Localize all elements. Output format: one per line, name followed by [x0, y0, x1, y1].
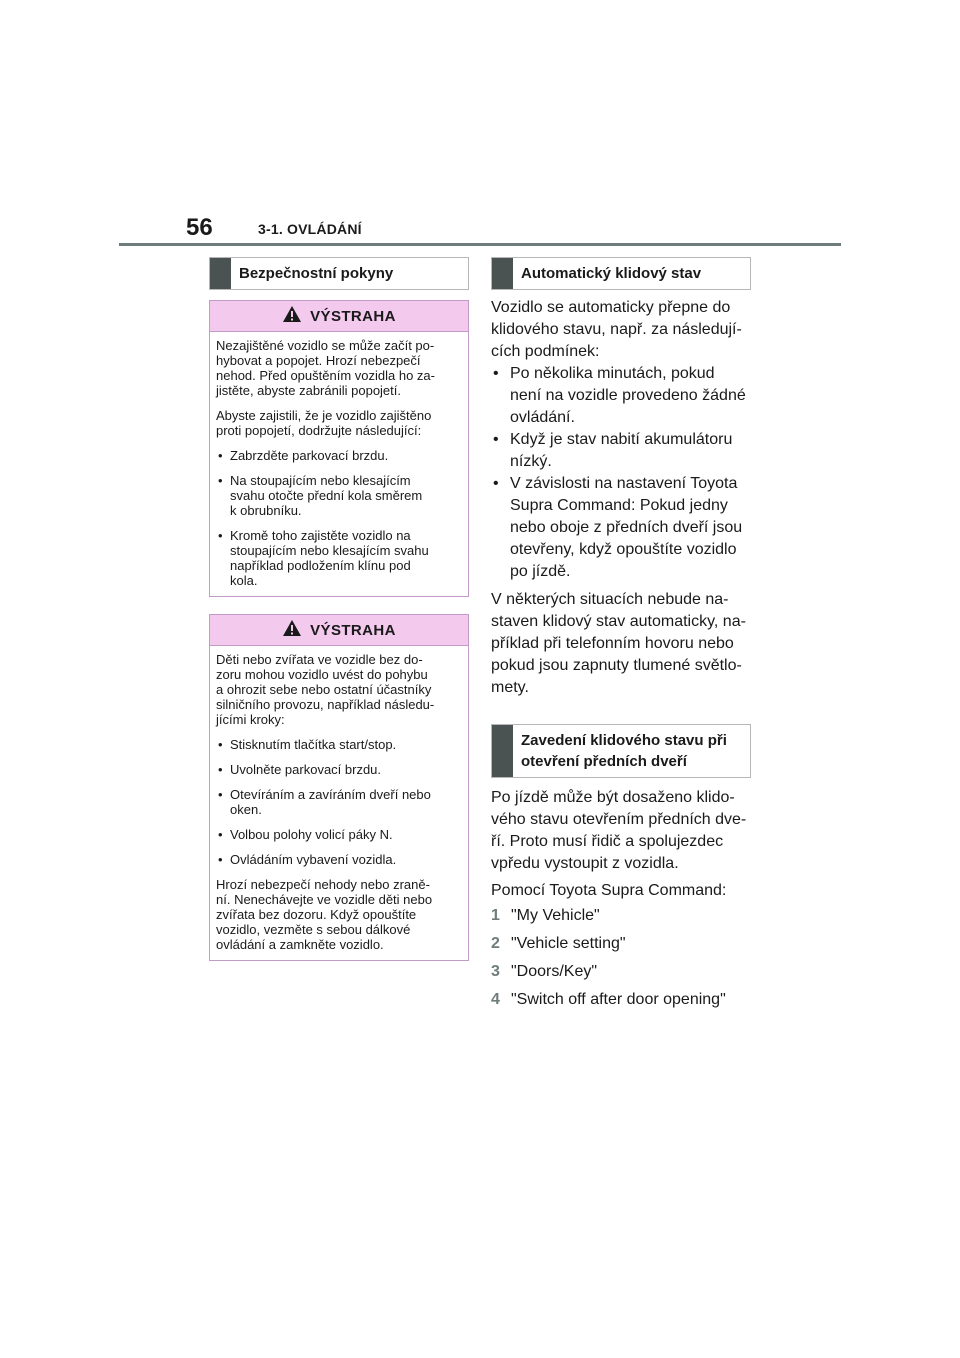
list-item	[216, 737, 462, 752]
warning-title-2: VÝSTRAHA	[310, 621, 396, 639]
step-text: "Switch off after door opening"	[511, 991, 726, 1008]
warning-triangle-icon	[282, 619, 302, 642]
text-line: jistěte, abyste zabránili popojetí.	[216, 383, 401, 398]
text-line: Na stoupajícím nebo klesajícím	[230, 473, 411, 488]
page-number: 56	[186, 214, 213, 241]
text-line: zvířata bez dozoru. Když opouštíte	[216, 907, 417, 922]
list-item	[216, 827, 462, 842]
heading-bar	[492, 258, 513, 289]
text-line: a ohrozit sebe nebo ostatní účastníky	[216, 682, 432, 697]
list-item	[491, 363, 751, 429]
text-line: Zabrzděte parkovací brzdu.	[230, 448, 389, 463]
text-line: otevřeny, když opouštíte vozidlo	[510, 541, 737, 558]
list-item	[216, 787, 462, 817]
text-line: vého stavu otevřením předních dve-	[491, 811, 747, 828]
text-line: po jízdě.	[510, 563, 571, 580]
right-para-1	[491, 297, 751, 363]
right-column	[491, 257, 751, 1017]
text-line: Hrozí nebezpečí nehody nebo zraně-	[216, 877, 430, 892]
text-line: Otevíráním a zavíráním dveří nebo	[230, 787, 431, 802]
text-line: kola.	[230, 573, 258, 588]
list-item	[216, 473, 462, 518]
text-line: například podložením klínu pod	[230, 558, 411, 573]
list-item	[491, 473, 751, 583]
text-line: V závislosti na nastavení Toyota	[510, 475, 738, 492]
auto-standby-heading-text: Automatický klidový stav	[521, 265, 702, 282]
warning2-list	[216, 737, 462, 867]
step-item	[491, 933, 751, 955]
text-line: Uvolněte parkovací brzdu.	[230, 762, 382, 777]
step-item	[491, 905, 751, 927]
text-line: Zavedení klidového stavu při	[521, 732, 727, 749]
text-line: pokud jsou zapnuty tlumené světlo-	[491, 657, 742, 674]
text-line: nízký.	[510, 453, 552, 470]
text-line: hybovat a popojet. Hrozí nebezpečí	[216, 353, 421, 368]
text-line: Ovládáním vybavení vozidla.	[230, 852, 397, 867]
text-line: vozidlo, vezměte s sebou dálkové	[216, 922, 411, 937]
text-line: ovládání a zamkněte vozidlo.	[216, 937, 384, 952]
text-line: klidového stavu, např. za následují-	[491, 321, 742, 338]
door-standby-heading-text	[513, 725, 735, 777]
safety-heading	[209, 257, 469, 290]
text-line: stoupajícím nebo klesajícím svahu	[230, 543, 429, 558]
warning1-para2	[216, 408, 462, 438]
step-item	[491, 961, 751, 983]
warning1-intro	[216, 338, 462, 398]
text-line: Nezajištěné vozidlo se může začít po-	[216, 338, 435, 353]
step-number: 2	[491, 935, 500, 952]
warning-header-1	[210, 301, 468, 332]
step-text: "My Vehicle"	[511, 907, 600, 924]
right-para-3	[491, 787, 751, 875]
step-text: "Doors/Key"	[511, 963, 598, 980]
text-line: příklad při telefonním hovoru nebo	[491, 635, 734, 652]
warning1-list	[216, 448, 462, 588]
list-item	[216, 852, 462, 867]
text-line: ovládání.	[510, 409, 575, 426]
text-line: cích podmínek:	[491, 343, 600, 360]
warning-body-2	[210, 646, 468, 960]
warning-triangle-icon	[282, 305, 302, 328]
warning-body-1	[210, 332, 468, 596]
step-number: 4	[491, 991, 500, 1008]
step-number: 1	[491, 907, 500, 924]
text-line: není na vozidle provedeno žádné	[510, 387, 746, 404]
text-line: nebo oboje z předních dveří jsou	[510, 519, 743, 536]
auto-standby-heading	[491, 257, 751, 290]
step-item	[491, 989, 751, 1011]
warning-box-1	[209, 300, 469, 597]
steps-list	[491, 905, 751, 1011]
warning2-intro	[216, 652, 462, 727]
right-para-4: Pomocí Toyota Supra Command:	[491, 882, 727, 899]
conditions-list	[491, 363, 751, 583]
warning-box-2	[209, 614, 469, 961]
text-line: nehod. Před opuštěním vozidla ho za-	[216, 368, 435, 383]
warning-header-2	[210, 615, 468, 646]
text-line: Stisknutím tlačítka start/stop.	[230, 737, 397, 752]
text-line: otevření předních dveří	[521, 753, 687, 770]
header-rule	[119, 243, 841, 246]
text-line: proti popojetí, dodržujte následující:	[216, 423, 422, 438]
text-line: oken.	[230, 802, 262, 817]
text-line: vpředu vystoupit z vozidla.	[491, 855, 679, 872]
warning2-outro	[216, 877, 462, 952]
list-item	[216, 448, 462, 463]
safety-heading-text: Bezpečnostní pokyny	[239, 265, 394, 282]
warning-title-1: VÝSTRAHA	[310, 307, 396, 325]
text-line: Vozidlo se automaticky přepne do	[491, 299, 731, 316]
text-line: Děti nebo zvířata ve vozidle bez do-	[216, 652, 423, 667]
text-line: Supra Command: Pokud jedny	[510, 497, 728, 514]
text-line: Po jízdě může být dosaženo klido-	[491, 789, 735, 806]
text-line: Abyste zajistili, že je vozidlo zajištěno	[216, 408, 432, 423]
text-line: zoru mohou vozidlo uvést do pohybu	[216, 667, 428, 682]
text-line: jícími kroky:	[216, 712, 285, 727]
text-line: ní. Nenechávejte ve vozidle děti nebo	[216, 892, 433, 907]
heading-bar	[210, 258, 231, 289]
step-number: 3	[491, 963, 500, 980]
list-item	[216, 762, 462, 777]
list-item	[491, 429, 751, 473]
text-line: staven klidový stav automaticky, na-	[491, 613, 746, 630]
text-line: ří. Proto musí řidič a spolujezdec	[491, 833, 724, 850]
text-line: Když je stav nabití akumulátoru	[510, 431, 733, 448]
step-text: "Vehicle setting"	[511, 935, 626, 952]
text-line: silničního provozu, například následu-	[216, 697, 435, 712]
text-line: Kromě toho zajistěte vozidlo na	[230, 528, 411, 543]
text-line: k obrubníku.	[230, 503, 302, 518]
left-column	[209, 257, 469, 961]
heading-bar	[492, 725, 513, 777]
door-standby-heading	[491, 724, 751, 778]
list-item	[216, 528, 462, 588]
text-line: Po několika minutách, pokud	[510, 365, 715, 382]
text-line: V některých situacích nebude na-	[491, 591, 729, 608]
text-line: Volbou polohy volicí páky N.	[230, 827, 393, 842]
text-line: svahu otočte přední kola směrem	[230, 488, 423, 503]
text-line: mety.	[491, 679, 529, 696]
right-para-2	[491, 589, 751, 699]
section-title: 3-1. OVLÁDÁNÍ	[258, 221, 362, 237]
